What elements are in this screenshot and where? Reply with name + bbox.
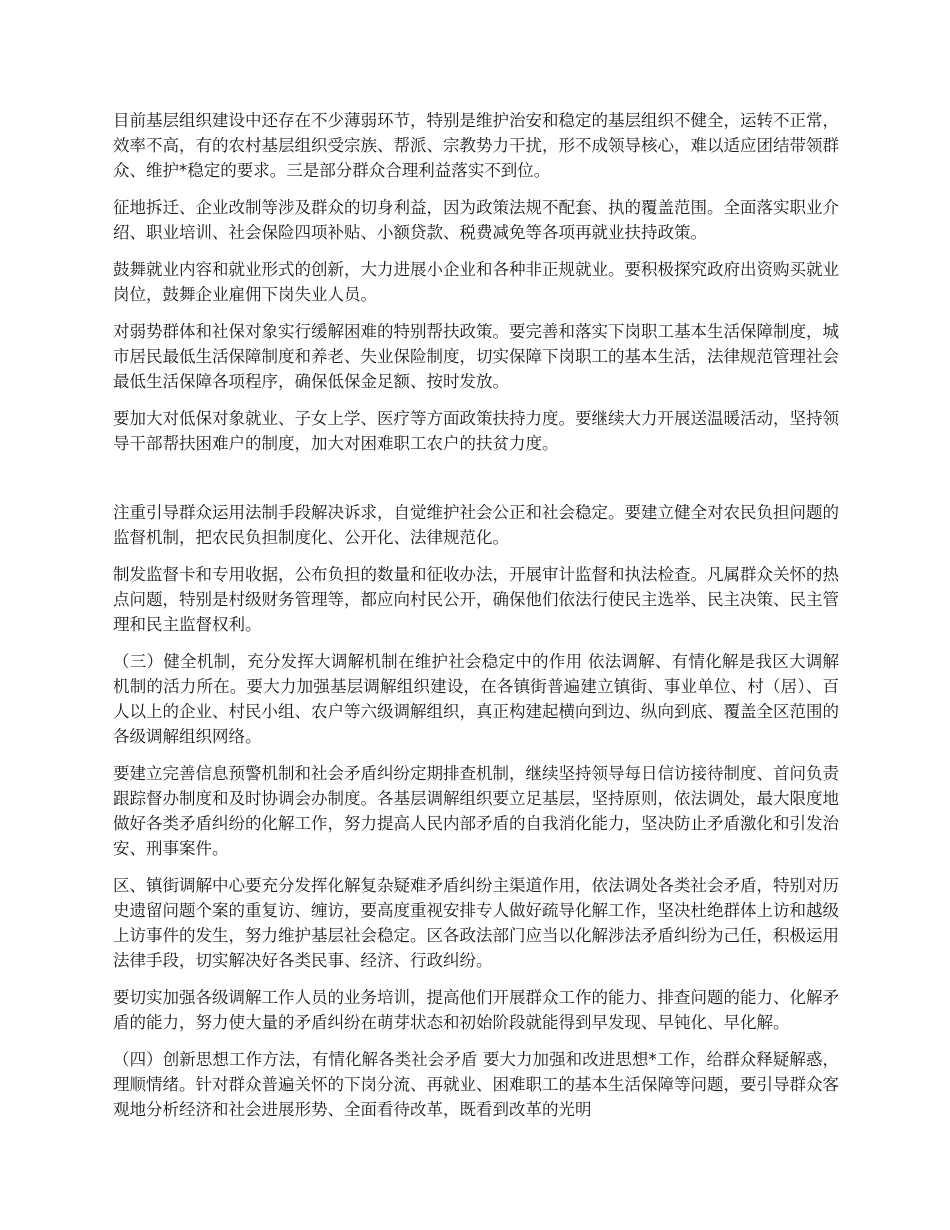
- document-page: [113, 108, 839, 1134]
- section-2: [113, 500, 839, 1122]
- section-gap: [113, 468, 839, 500]
- paragraph: 要建立完善信息预警机制和社会矛盾纠纷定期排查机制，继续坚持领导每日信访接待制度、首问负责跟踪督办制度和及时协调会办制度。各基层调解组织要立足基层，坚持原则，依法调处，最大限度地做好各类矛盾纠纷的化解工作，努力提高人民内部矛盾的自我消化能力，坚决防止矛盾激化和引发治安、刑事案件。: [113, 764, 839, 858]
- section-1: [113, 108, 839, 456]
- paragraph: 要切实加强各级调解工作人员的业务培训，提高他们开展群众工作的能力、排查问题的能力、化解矛盾的能力，努力使大量的矛盾纠纷在萌芽状态和初始阶段就能得到早发现、早钝化、早化解。: [113, 988, 839, 1032]
- paragraph: 目前基层组织建设中还存在不少薄弱环节，特别是维护治安和稳定的基层组织不健全，运转不正常，效率不高，有的农村基层组织受宗族、帮派、宗教势力干扰，形不成领导核心，难以适应团结带领群众、维护*稳定的要求。三是部分群众合理利益落实不到位。: [113, 111, 839, 180]
- paragraph: 要加大对低保对象就业、子女上学、医疗等方面政策扶持力度。要继续大力开展送温暖活动，坚持领导干部帮扶困难户的制度，加大对困难职工农户的扶贫力度。: [113, 409, 839, 453]
- paragraph: 注重引导群众运用法制手段解决诉求，自觉维护社会公正和社会稳定。要建立健全对农民负担问题的监督机制，把农民负担制度化、公开化、法律规范化。: [113, 503, 839, 547]
- paragraph: 制发监督卡和专用收据，公布负担的数量和征收办法，开展审计监督和执法检查。凡属群众关怀的热点问题，特别是村级财务管理等，都应向村民公开，确保他们依法行使民主选举、民主决策、民主管理和民主监督权利。: [113, 565, 839, 634]
- paragraph: 征地拆迁、企业改制等涉及群众的切身利益，因为政策法规不配套、执的覆盖范围。全面落实职业介绍、职业培训、社会保险四项补贴、小额贷款、税费减免等各项再就业扶持政策。: [113, 198, 839, 242]
- paragraph: （四）创新思想工作方法，有情化解各类社会矛盾 要大力加强和改进思想*工作，给群众释疑解惑，理顺情绪。针对群众普遍关怀的下岗分流、再就业、困难职工的基本生活保障等问题，要引导群众客观地分析经济和社会进展形势、全面看待改革，既看到改革的光明: [113, 1050, 839, 1119]
- paragraph: 对弱势群体和社保对象实行缓解困难的特别帮扶政策。要完善和落实下岗职工基本生活保障制度，城市居民最低生活保障制度和养老、失业保险制度，切实保障下岗职工的基本生活，法律规范管理社会最低生活保障各项程序，确保低保金足额、按时发放。: [113, 322, 839, 391]
- paragraph: （三）健全机制，充分发挥大调解机制在维护社会稳定中的作用 依法调解、有情化解是我区大调解机制的活力所在。要大力加强基层调解组织建设，在各镇街普遍建立镇街、事业单位、村（居）、百人以上的企业、村民小组、农户等六级调解组织，真正构建起横向到边、纵向到底、覆盖全区范围的各级调解组织网络。: [113, 652, 839, 746]
- paragraph: 区、镇街调解中心要充分发挥化解复杂疑难矛盾纠纷主渠道作用，依法调处各类社会矛盾，特别对历史遗留问题个案的重复访、缠访，要高度重视安排专人做好疏导化解工作，坚决杜绝群体上访和越级上访事件的发生，努力维护基层社会稳定。区各政法部门应当以化解涉法矛盾纠纷为己任，积极运用法律手段，切实解决好各类民事、经济、行政纠纷。: [113, 876, 839, 970]
- paragraph: 鼓舞就业内容和就业形式的创新，大力进展小企业和各种非正规就业。要积极探究政府出资购买就业岗位，鼓舞企业雇佣下岗失业人员。: [113, 260, 839, 304]
